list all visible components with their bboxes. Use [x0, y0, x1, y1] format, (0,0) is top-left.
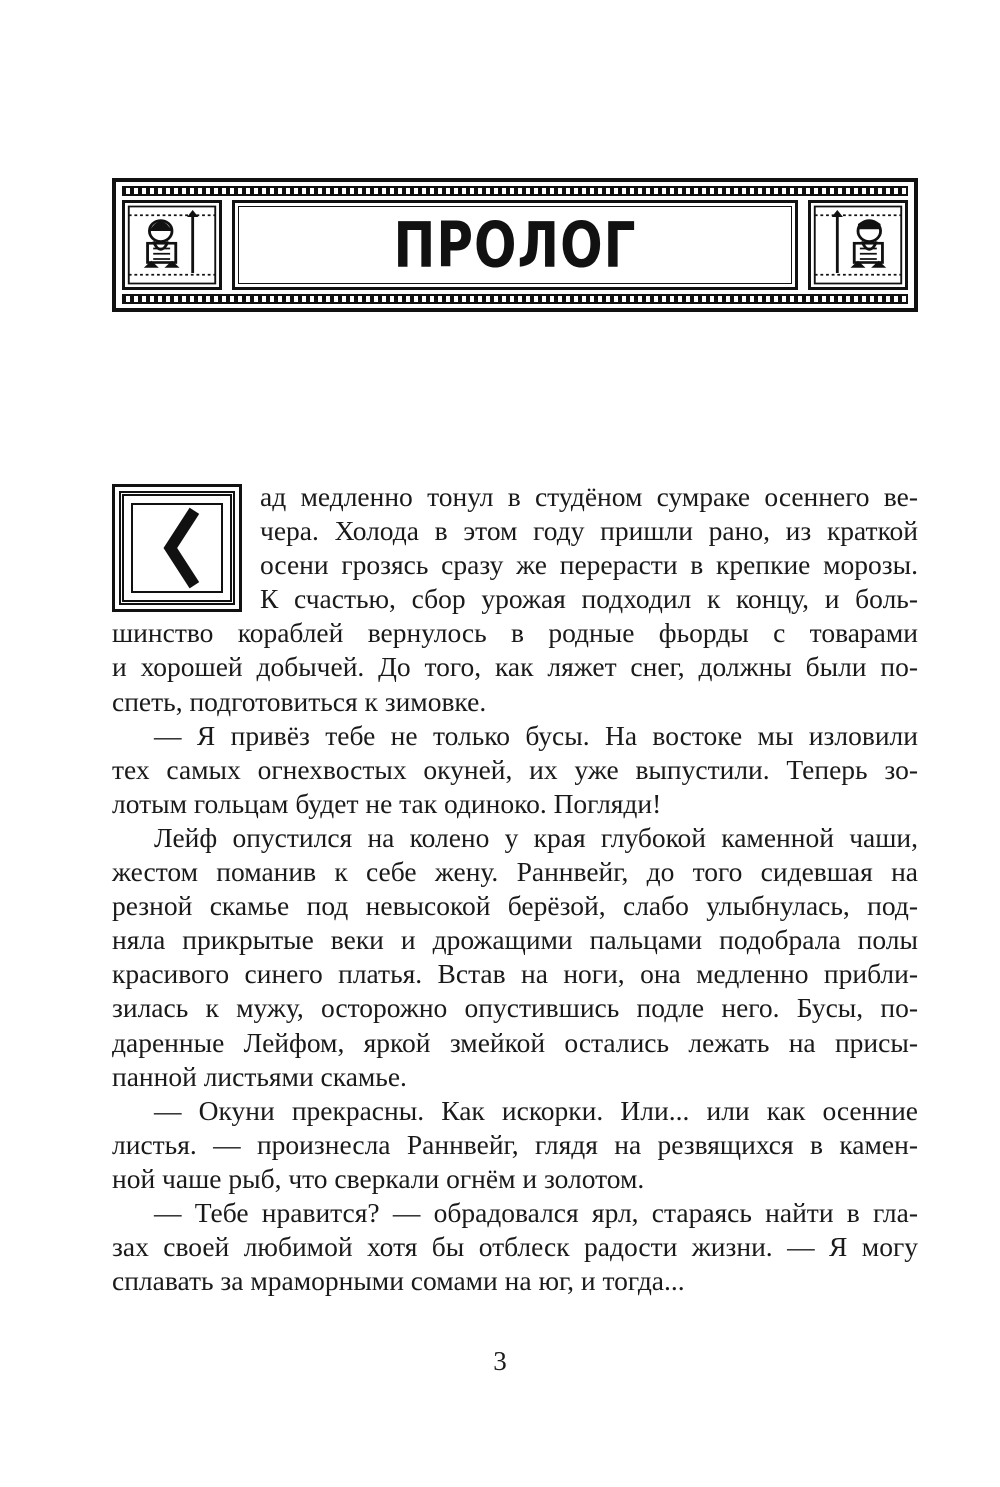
banner-bottom-border — [122, 294, 908, 304]
text-line: — Я привёз тебе не только бусы. На востоке мы изловили — [154, 719, 918, 751]
body-text — [112, 480, 918, 1298]
text-line: чера. Холода в этом году пришли рано, из краткой — [260, 515, 918, 547]
text-line: ад медленно тонул в студёном сумраке осеннего ве- — [260, 481, 918, 512]
page-number: 3 — [493, 1346, 507, 1376]
text-line: няла прикрытые веки и дрожащими пальцами подобрала полы — [112, 924, 918, 956]
text-line: шинство кораблей вернулось в родные фьорды с товарами — [112, 617, 918, 649]
text-line: панной листьями скамье. — [112, 1060, 407, 1092]
text-line: ной чаше рыб, что сверкали огнём и золотом. — [112, 1162, 645, 1194]
text-line: резной скамье под невысокой берёзой, слабо улыбнулась, под- — [112, 890, 918, 922]
viking-figure-left-icon — [122, 200, 222, 290]
text-line: даренные Лейфом, яркой змейкой остались лежать на присы- — [112, 1026, 918, 1058]
text-line: и хорошей добычей. До того, как ляжет снег, должны были по- — [112, 651, 918, 683]
text-line: сплавать за мраморными сомами на юг, и тогда... — [112, 1265, 685, 1297]
chapter-title: ПРОЛОГ — [393, 208, 637, 282]
text-line: Лейф опустился на колено у края глубокой каменной чаши, — [154, 821, 918, 853]
text-line: жестом поманив к себе жену. Раннвейг, до того сидевшая на — [112, 856, 918, 888]
text-line: лотым гольцам будет не так одиноко. Погляди! — [112, 787, 662, 819]
banner-top-border — [122, 186, 908, 196]
viking-figure-right-icon — [808, 200, 908, 290]
chapter-banner — [112, 178, 918, 312]
text-line: спеть, подготовиться к зимовке. — [112, 685, 487, 717]
text-line: осени грозясь сразу же перерасти в крепкие морозы. — [260, 549, 918, 581]
text-line: красивого синего платья. Встав на ноги, она медленно прибли- — [112, 958, 918, 990]
text-line: — Окуни прекрасны. Как искорки. Или... или как осенние — [154, 1094, 918, 1126]
text-line: листья. — произнесла Раннвейг, глядя на резвящихся в камен- — [112, 1128, 918, 1160]
chapter-title-box — [232, 200, 798, 290]
text-line: тех самых огнехвостых окуней, их уже выпустили. Теперь зо- — [112, 753, 918, 785]
text-line: — Тебе нравится? — обрадовался ярл, стараясь найти в гла- — [154, 1196, 918, 1228]
text-line: К счастью, сбор урожая подходил к концу, и боль- — [260, 583, 918, 615]
text-line: зах своей любимой хотя бы отблеск радости жизни. — Я могу — [112, 1231, 918, 1263]
text-line: зилась к мужу, осторожно опустившись подле него. Бусы, по- — [112, 992, 918, 1024]
